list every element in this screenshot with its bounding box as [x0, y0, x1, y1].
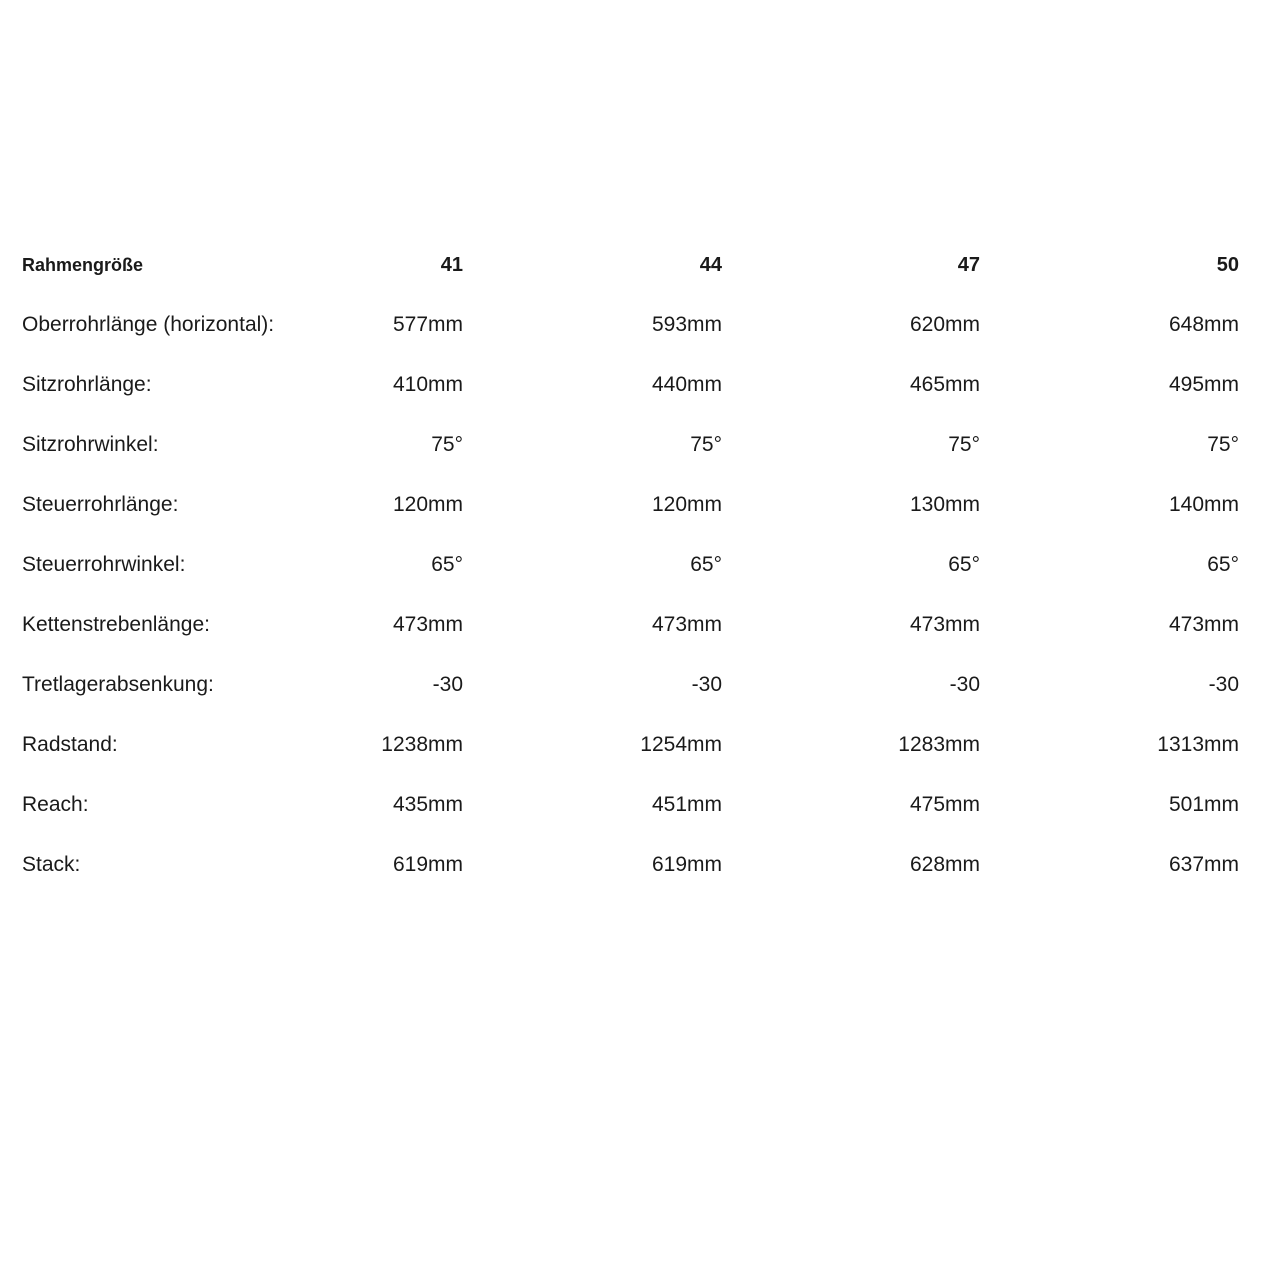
value-cell: 130mm — [909, 493, 980, 516]
row-label: Stack: — [22, 853, 81, 876]
geometry-table — [22, 235, 1250, 895]
value-cell: 465mm — [909, 373, 980, 396]
value-cell: 1283mm — [898, 733, 980, 756]
value-cell: 473mm — [651, 613, 722, 636]
value-cell: 501mm — [1168, 793, 1239, 816]
value-cell: 619mm — [392, 853, 463, 876]
table-row — [22, 835, 1250, 895]
size-header-50: 50 — [1216, 253, 1239, 276]
value-cell: 495mm — [1168, 373, 1239, 396]
value-cell: 473mm — [909, 613, 980, 636]
value-cell: 440mm — [651, 373, 722, 396]
value-cell: -30 — [949, 673, 980, 696]
table-row — [22, 535, 1250, 595]
size-header-41: 41 — [440, 253, 463, 276]
table-row — [22, 775, 1250, 835]
table-row — [22, 295, 1250, 355]
value-cell: 75° — [1207, 433, 1239, 456]
value-cell: 120mm — [392, 493, 463, 516]
table-row — [22, 595, 1250, 655]
value-cell: -30 — [432, 673, 463, 696]
row-label: Reach: — [22, 793, 89, 816]
value-cell: 1313mm — [1157, 733, 1239, 756]
value-cell: 628mm — [909, 853, 980, 876]
value-cell: 65° — [690, 553, 722, 576]
table-header-row — [22, 235, 1250, 295]
row-label: Oberrohrlänge (horizontal): — [22, 313, 275, 336]
size-header-44: 44 — [699, 253, 722, 276]
row-label: Kettenstrebenlänge: — [22, 613, 210, 636]
value-cell: 577mm — [392, 313, 463, 336]
table-body — [22, 295, 1250, 895]
value-cell: 473mm — [392, 613, 463, 636]
value-cell: 475mm — [909, 793, 980, 816]
value-cell: 75° — [948, 433, 980, 456]
value-cell: 1238mm — [381, 733, 463, 756]
value-cell: 65° — [948, 553, 980, 576]
table-row — [22, 415, 1250, 475]
value-cell: 620mm — [909, 313, 980, 336]
value-cell: 648mm — [1168, 313, 1239, 336]
value-cell: -30 — [1208, 673, 1239, 696]
row-label: Steuerrohrlänge: — [22, 493, 179, 516]
value-cell: 65° — [431, 553, 463, 576]
value-cell: 1254mm — [640, 733, 722, 756]
value-cell: 593mm — [651, 313, 722, 336]
table-row — [22, 355, 1250, 415]
value-cell: 435mm — [392, 793, 463, 816]
value-cell: 473mm — [1168, 613, 1239, 636]
value-cell: 75° — [690, 433, 722, 456]
table-row — [22, 655, 1250, 715]
row-label: Steuerrohrwinkel: — [22, 553, 186, 576]
row-label: Sitzrohrlänge: — [22, 373, 152, 396]
value-cell: 410mm — [392, 373, 463, 396]
value-cell: -30 — [691, 673, 722, 696]
frame-size-label: Rahmengröße — [22, 254, 144, 275]
table-row — [22, 475, 1250, 535]
row-label: Sitzrohrwinkel: — [22, 433, 159, 456]
value-cell: 140mm — [1168, 493, 1239, 516]
value-cell: 65° — [1207, 553, 1239, 576]
value-cell: 120mm — [651, 493, 722, 516]
value-cell: 451mm — [651, 793, 722, 816]
table-row — [22, 715, 1250, 775]
value-cell: 637mm — [1168, 853, 1239, 876]
row-label: Radstand: — [22, 733, 118, 756]
value-cell: 619mm — [651, 853, 722, 876]
size-header-47: 47 — [957, 253, 980, 276]
value-cell: 75° — [431, 433, 463, 456]
row-label: Tretlagerabsenkung: — [22, 673, 214, 696]
